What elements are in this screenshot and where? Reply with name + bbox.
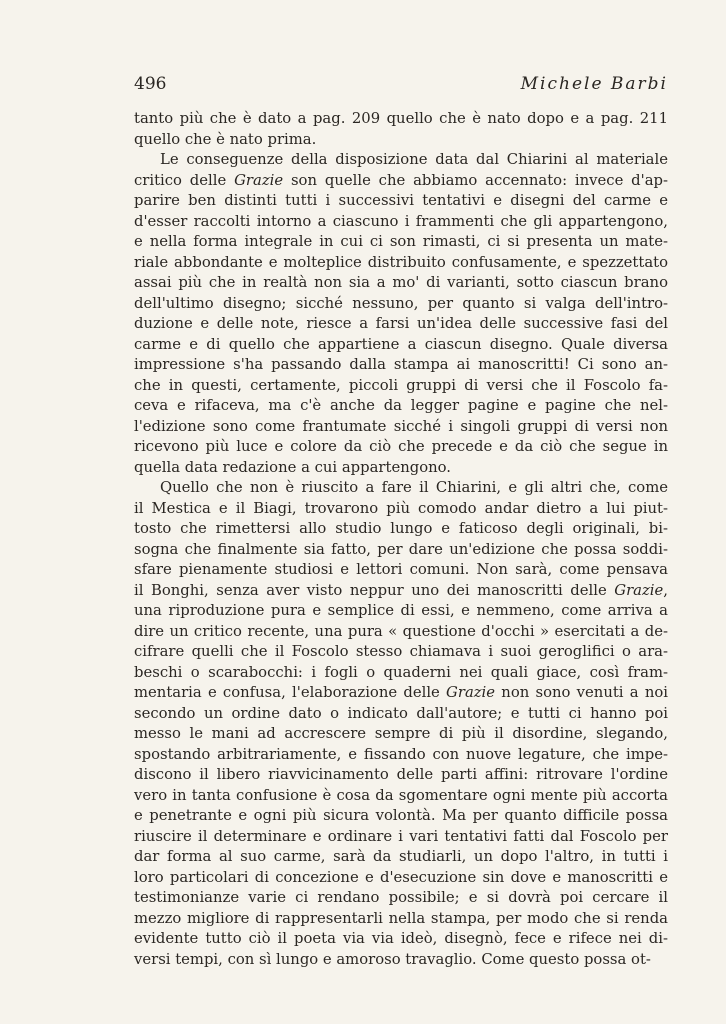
text-line: riale abbondante e molteplice distribuito confusamente, e spezzettato (134, 253, 668, 271)
text-line: parire ben distinti tutti i successivi tentativi e disegni del carme e (134, 192, 668, 209)
text-line: sfare pienamente studiosi e lettori comuni. Non sarà, come pensava (134, 561, 668, 578)
paragraph (134, 109, 668, 150)
text-line: quello che è nato prima. (134, 130, 317, 148)
text-line: mezzo migliore di rappresentarli nella stampa, per modo che si renda (134, 909, 668, 927)
text-line: carme e di quello che appartiene a ciascun disegno. Quale diversa (134, 335, 668, 353)
text-line: vero in tanta confusione è cosa da sgomentare ogni mente più accorta (134, 786, 668, 804)
text-line: duzione e delle note, riesce a farsi un'idea delle successive fasi del (134, 315, 668, 332)
text-line: riuscire il determinare e ordinare i vari tentativi fatti dal Foscolo per (134, 827, 668, 845)
text-line: sogna che finalmente sia fatto, per dare un'edizione che possa soddi- (134, 540, 668, 558)
text-line: cifrare quelli che il Foscolo stesso chiamava i suoi geroglifici o ara- (134, 643, 668, 660)
text-line: loro particolari di concezione e d'esecuzione sin dove e manoscritti e (134, 868, 668, 886)
text-line: evidente tutto ciò il poeta via via ideò, disegnò, fece e rifece nei di- (134, 930, 668, 947)
paragraph (134, 478, 668, 970)
text-line: e nella forma integrale in cui ci son rimasti, ci si presenta un mate- (134, 233, 668, 250)
text-line: dire un critico recente, una pura « questione d'occhi » esercitati a de- (134, 622, 668, 640)
text-line: una riproduzione pura e semplice di essi, e nemmeno, come arriva a (134, 602, 668, 619)
text-line: l'edizione sono come frantumate sicché i singoli gruppi di versi non (134, 417, 668, 435)
text-line: critico delle Grazie son quelle che abbiamo accennato: invece d'ap- (134, 171, 668, 189)
paragraph (134, 150, 668, 478)
text-line: tosto che rimettersi allo studio lungo e faticoso degli originali, bi- (134, 520, 668, 537)
page-number: 496 (134, 74, 167, 94)
text-line: d'esser raccolti intorno a ciascuno i frammenti che gli appartengono, (134, 212, 668, 230)
text-line: discono il libero riavvicinamento delle parti affini: ritrovare l'ordine (134, 766, 668, 783)
text-line: tanto più che è dato a pag. 209 quello che è nato dopo e a pag. 211 (134, 110, 668, 127)
text-line: mentaria e confusa, l'elaborazione delle Grazie non sono venuti a noi (134, 684, 668, 701)
text-line: Le conseguenze della disposizione data dal Chiarini al materiale (160, 151, 668, 168)
text-line: ricevono più luce e colore da ciò che precede e da ciò che segue in (134, 438, 668, 455)
text-line: dell'ultimo disegno; sicché nessuno, per quanto si valga dell'intro- (134, 294, 668, 312)
running-head-author: Michele Barbi (520, 74, 668, 94)
body-text (134, 109, 668, 970)
text-line: Quello che non è riuscito a fare il Chiarini, e gli altri che, come (160, 479, 668, 496)
text-line: e penetrante e ogni più sicura volontà. Ma per quanto difficile possa (134, 807, 668, 824)
text-line: secondo un ordine dato o indicato dall'autore; e tutti ci hanno poi (134, 704, 668, 722)
text-line: il Bonghi, senza aver visto neppur uno dei manoscritti delle Grazie, (134, 581, 668, 599)
text-line: quella data redazione a cui appartengono. (134, 458, 451, 476)
text-line: spostando arbitrariamente, e fissando con nuove legature, che impe- (134, 745, 668, 763)
text-line: il Mestica e il Biagi, trovarono più comodo andar dietro a lui piut- (134, 499, 668, 517)
text-line: che in questi, certamente, piccoli gruppi di versi che il Foscolo fa- (134, 376, 668, 394)
page-header (134, 74, 668, 102)
text-line: dar forma al suo carme, sarà da studiarli, un dopo l'altro, in tutti i (134, 848, 668, 865)
text-line: messo le mani ad accrescere sempre di più il disordine, slegando, (134, 725, 668, 742)
text-line: testimonianze varie ci rendano possibile; e si dovrà poi cercare il (134, 889, 668, 906)
text-line: impressione s'ha passando dalla stampa ai manoscritti! Ci sono an- (134, 356, 668, 373)
text-line: versi tempi, con sì lungo e amoroso travaglio. Come questo possa ot- (134, 950, 651, 968)
text-line: beschi o scarabocchi: i fogli o quaderni nei quali giace, così fram- (134, 663, 668, 681)
text-line: assai più che in realtà non sia a mo' di varianti, sotto ciascun brano (134, 274, 668, 291)
text-line: ceva e rifaceva, ma c'è anche da legger pagine e pagine che nel- (134, 397, 668, 414)
